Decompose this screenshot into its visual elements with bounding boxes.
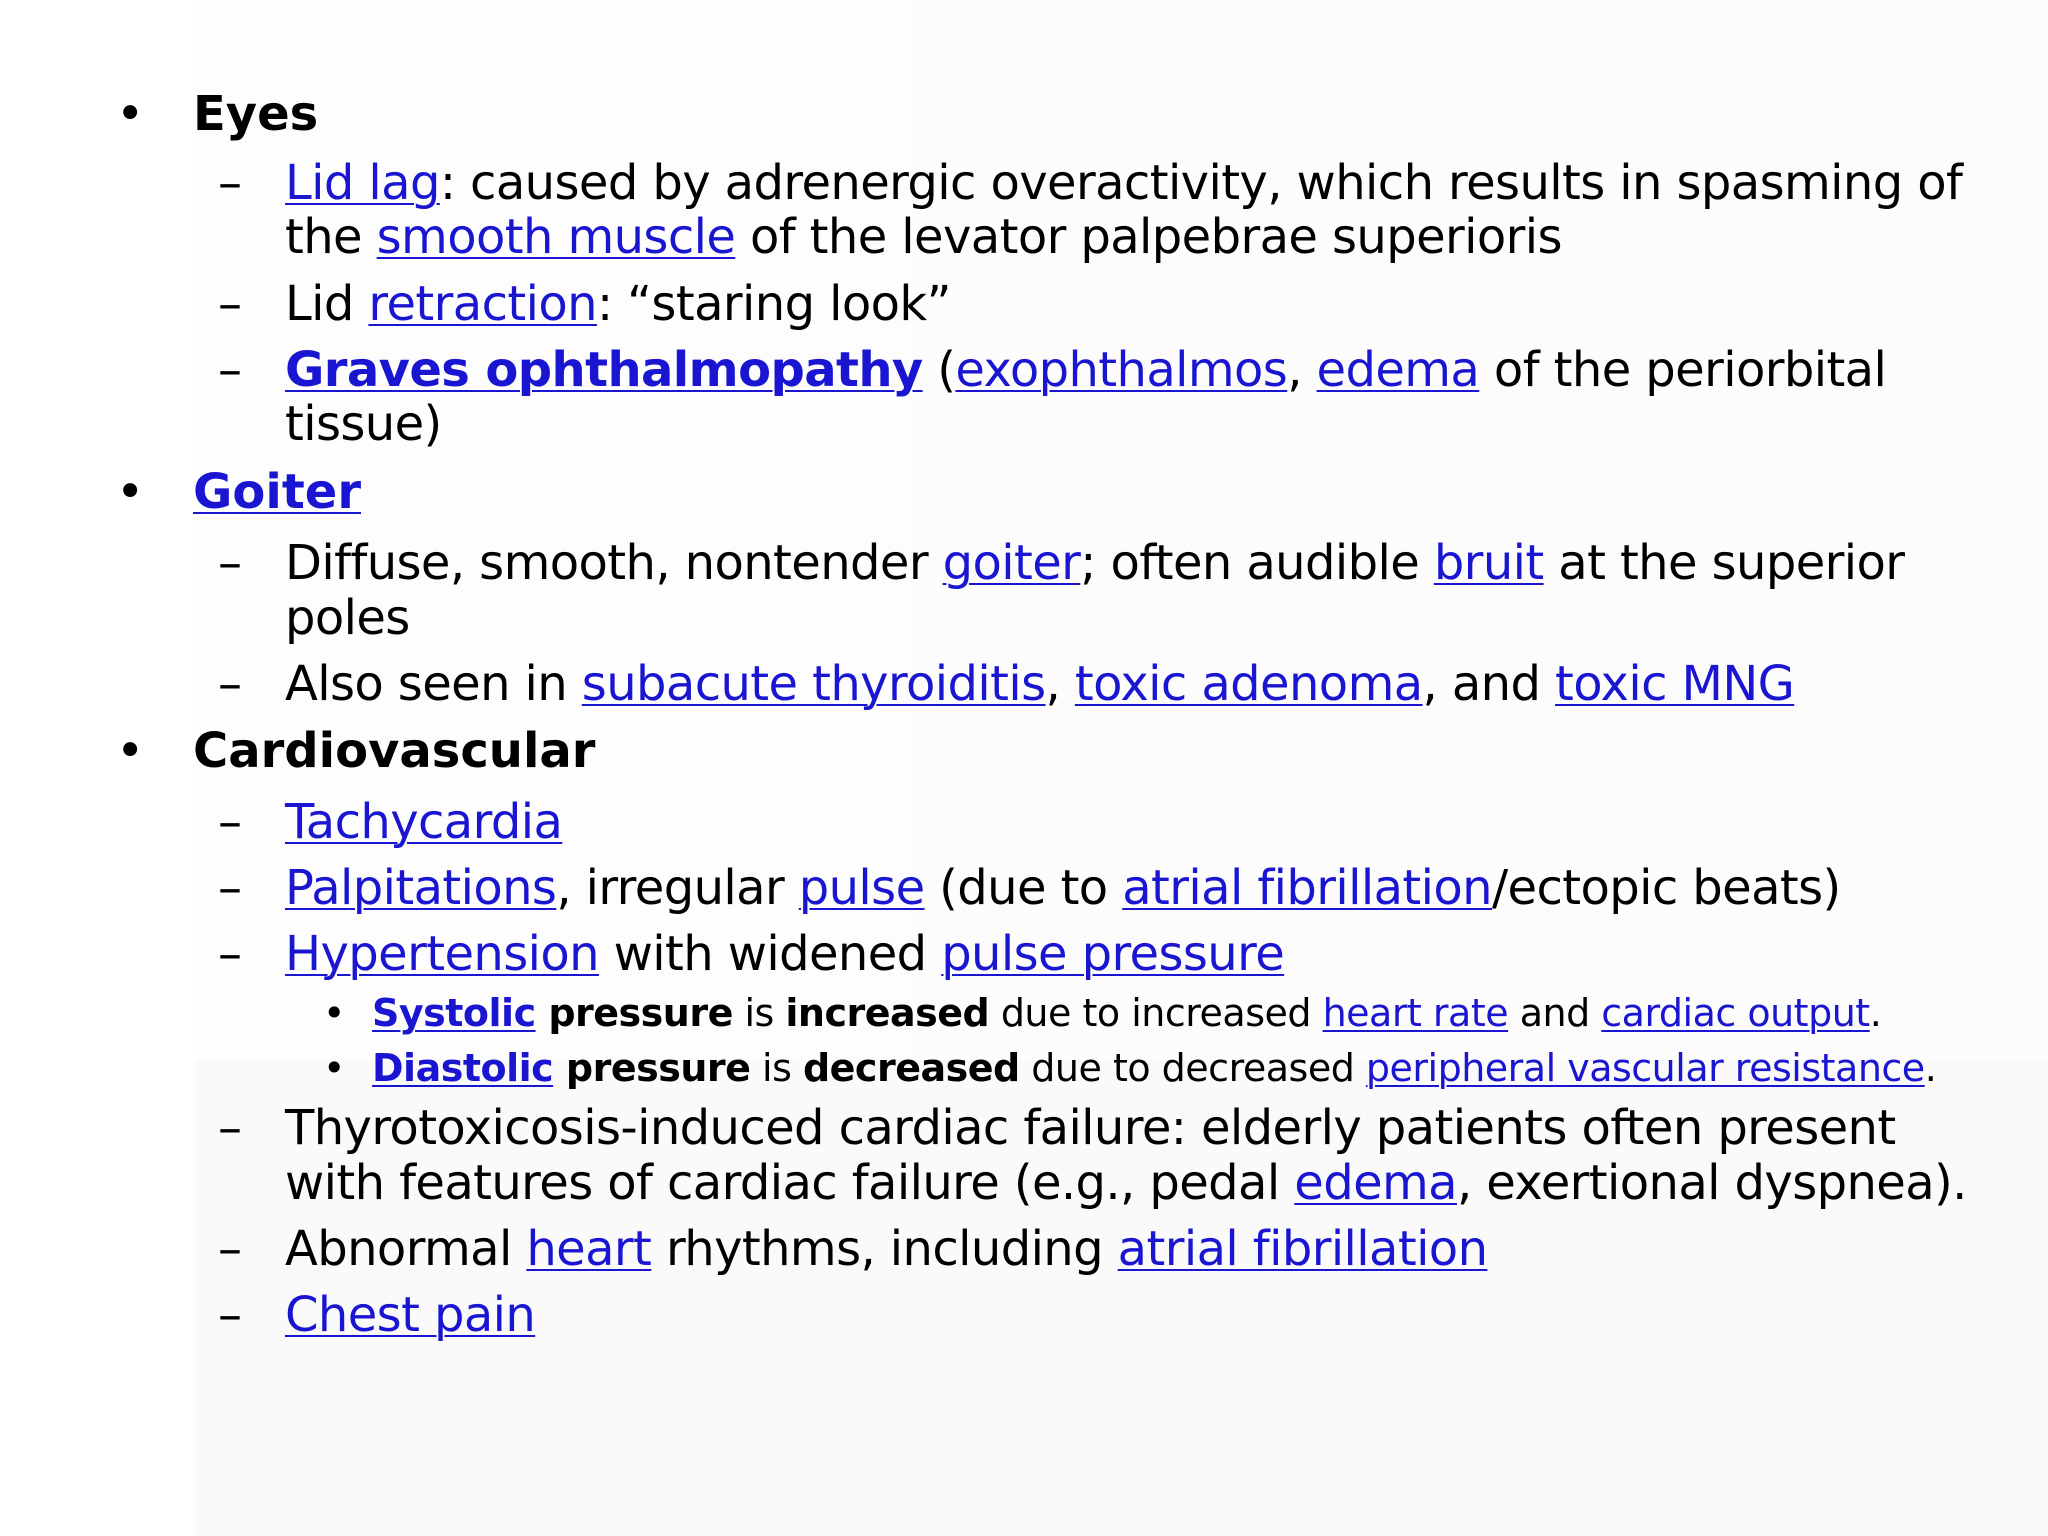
dash-marker: – <box>218 1221 242 1277</box>
link-heart-rate[interactable]: heart rate <box>1322 991 1509 1035</box>
link-hypertension[interactable]: Hypertension <box>285 926 599 982</box>
item-graves-cont: tissue) <box>285 396 442 452</box>
bullet-marker: • <box>323 991 345 1035</box>
link-atrial-fibrillation[interactable]: atrial fibrillation <box>1122 860 1492 916</box>
link-systolic[interactable]: Systolic <box>372 991 536 1035</box>
item-diffuse-goiter-cont: poles <box>285 590 410 646</box>
item-lid-lag-cont: the smooth muscle of the levator palpebrae superioris <box>285 209 1562 265</box>
bullet-marker: • <box>116 464 145 520</box>
link-heart[interactable]: heart <box>526 1221 652 1277</box>
dash-marker: – <box>218 794 242 850</box>
dash-marker: – <box>218 860 242 916</box>
link-cardiac-output[interactable]: cardiac output <box>1601 991 1870 1035</box>
link-toxic-mng[interactable]: toxic MNG <box>1555 656 1795 712</box>
link-graves-ophthalmopathy[interactable]: Graves ophthalmopathy <box>285 342 923 398</box>
dash-marker: – <box>218 1100 242 1156</box>
link-atrial-fibrillation-2[interactable]: atrial fibrillation <box>1117 1221 1488 1277</box>
link-tachycardia[interactable]: Tachycardia <box>285 794 563 850</box>
heading-cardiovascular: Cardiovascular <box>193 723 596 779</box>
item-cardiac-failure-cont: with features of cardiac failure (e.g., pedal edema, exertional dyspnea). <box>285 1155 1967 1211</box>
link-diastolic[interactable]: Diastolic <box>372 1046 554 1090</box>
link-edema-pedal[interactable]: edema <box>1294 1155 1457 1211</box>
link-lid-lag[interactable]: Lid lag <box>285 155 440 211</box>
link-pulse[interactable]: pulse <box>798 860 925 916</box>
link-toxic-adenoma[interactable]: toxic adenoma <box>1074 656 1423 712</box>
link-chest-pain[interactable]: Chest pain <box>285 1287 536 1343</box>
link-edema[interactable]: edema <box>1316 342 1480 398</box>
dash-marker: – <box>218 926 242 982</box>
bullet-marker: • <box>323 1046 345 1090</box>
dash-marker: – <box>218 155 242 211</box>
dash-marker: – <box>218 656 242 712</box>
link-palpitations[interactable]: Palpitations <box>285 860 557 916</box>
link-pulse-pressure[interactable]: pulse pressure <box>941 926 1285 982</box>
link-goiter-heading[interactable]: Goiter <box>193 464 361 520</box>
bullet-marker: • <box>116 723 145 779</box>
link-bruit[interactable]: bruit <box>1433 535 1544 591</box>
dash-marker: – <box>218 276 242 332</box>
slide: • Eyes – Lid lag: caused by adrenergic overactivity, which results in spasming of the smooth muscle of the levator palpebrae superioris – Lid retraction: “staring look” – Graves ophthalmopathy (exophthalmos, edema of the periorbital tissue) • Goiter – Diffuse, smooth, nontender goiter; often audible bruit at the superior poles – Also seen in subacute thyroiditis, toxic adenoma, and toxic MNG • Cardiovascular – Tachycardia – Palpitations, irregular pulse (due to atrial fibrillation/ectopic beats) – Hypertension with widened pulse pressure • Systolic pressure is increased due to increased heart rate and cardiac output. • Diastolic pressure is decreased due to decreased peripheral vascular resistance. – Thyrotoxicosis-induced cardiac failure: elderly patients often present with features of cardiac failure (e.g., pedal edema, exertional dyspnea). – Abnormal heart rhythms, including atrial fibrillation – Chest pain <box>0 0 2048 1536</box>
link-peripheral-vascular-resistance[interactable]: peripheral vascular resistance <box>1365 1046 1925 1090</box>
dash-marker: – <box>218 535 242 591</box>
dash-marker: – <box>218 342 242 398</box>
link-smooth-muscle[interactable]: smooth muscle <box>376 209 736 265</box>
link-exophthalmos[interactable]: exophthalmos <box>955 342 1288 398</box>
link-retraction[interactable]: retraction <box>368 276 597 332</box>
link-subacute-thyroiditis[interactable]: subacute thyroiditis <box>581 656 1046 712</box>
link-goiter[interactable]: goiter <box>942 535 1081 591</box>
heading-eyes: Eyes <box>193 86 319 142</box>
bullet-marker: • <box>116 86 145 142</box>
dash-marker: – <box>218 1287 242 1343</box>
